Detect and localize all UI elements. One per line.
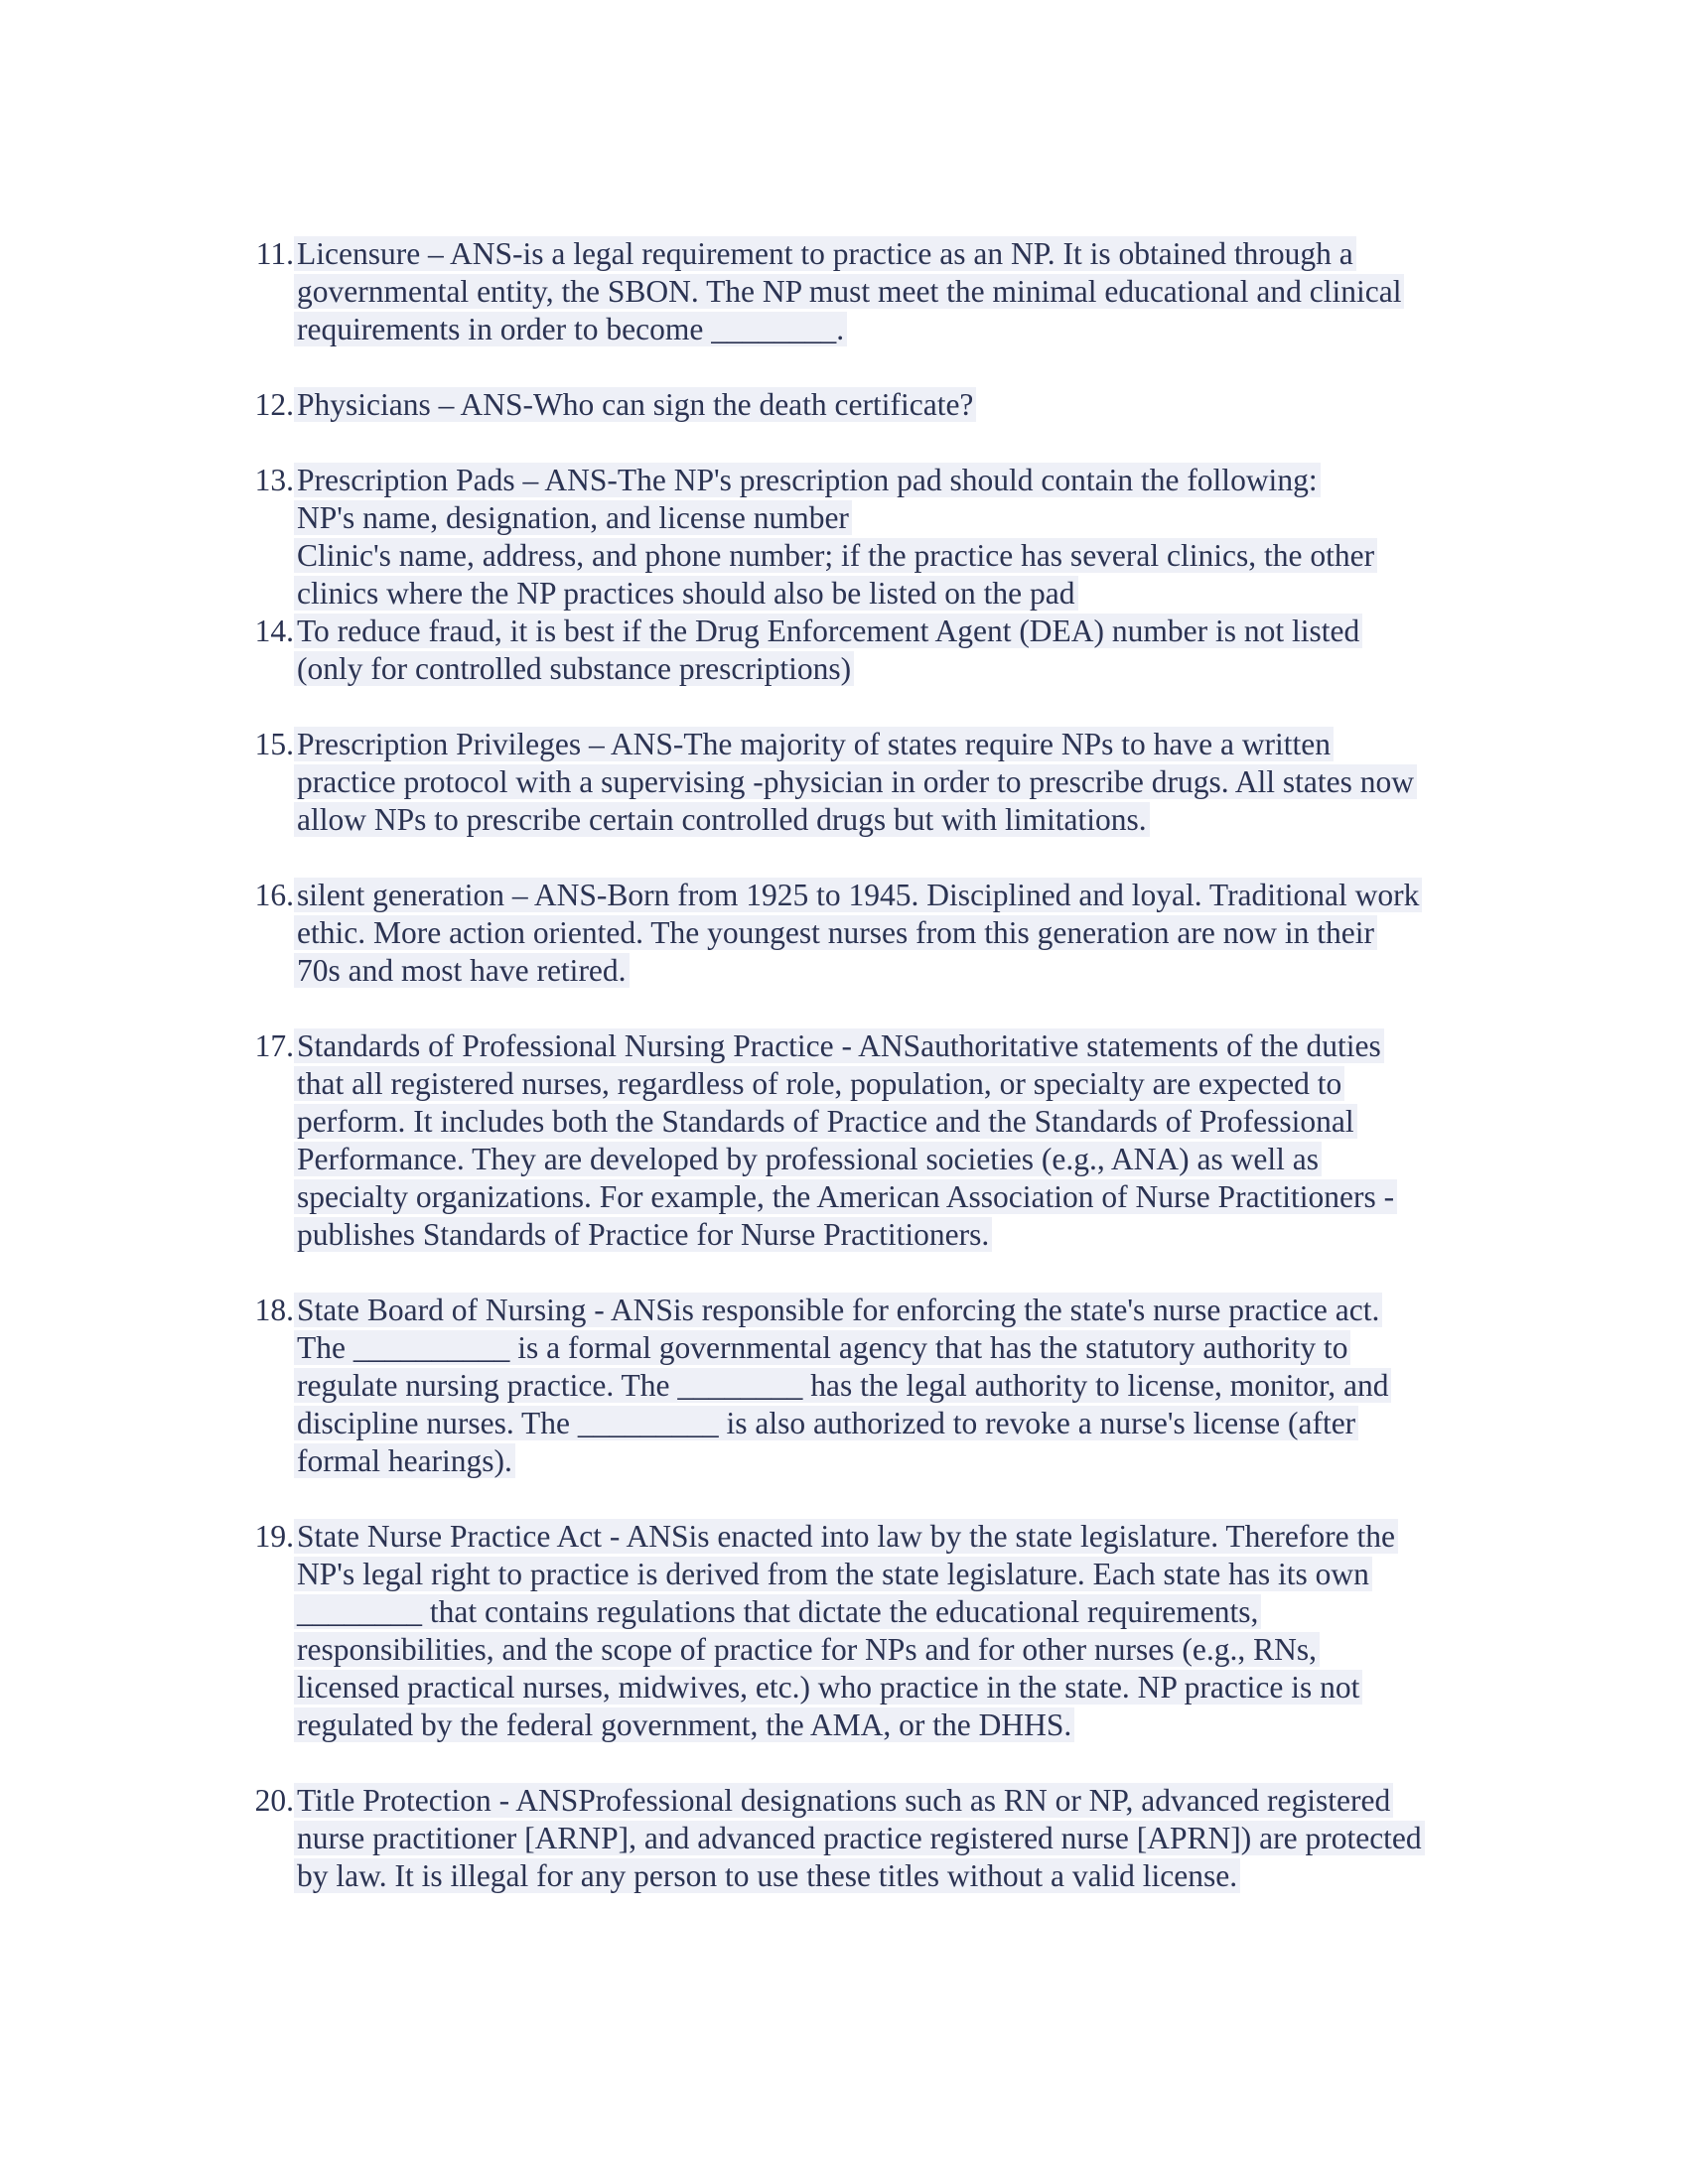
- text-line: NP's legal right to practice is derived from the state legislature. Each state has its own: [294, 1557, 1372, 1591]
- item-number: 16.: [254, 878, 294, 912]
- text-line: silent generation – ANS-Born from 1925 to 1945. Disciplined and loyal. Traditional work: [294, 878, 1422, 912]
- item-text: [294, 1518, 1495, 1744]
- item-text: [294, 1027, 1495, 1254]
- text-line: Physicians – ANS-Who can sign the death certificate?: [294, 387, 976, 422]
- item-text: [294, 386, 1495, 424]
- text-line: requirements in order to become ________.: [294, 312, 847, 346]
- text-line: State Board of Nursing - ANSis responsible for enforcing the state's nurse practice act.: [294, 1293, 1382, 1327]
- text-line: NP's name, designation, and license number: [294, 500, 852, 535]
- item-number: 20.: [254, 1783, 294, 1818]
- text-line: To reduce fraud, it is best if the Drug Enforcement Agent (DEA) number is not listed: [294, 614, 1362, 648]
- text-line: allow NPs to prescribe certain controlled drugs but with limitations.: [294, 802, 1150, 837]
- item-number: 15.: [254, 727, 294, 761]
- text-line: Clinic's name, address, and phone number; if the practice has several clinics, the other: [294, 538, 1377, 573]
- text-line: responsibilities, and the scope of practice for NPs and for other nurses (e.g., RNs,: [294, 1632, 1320, 1667]
- item-number: 14.: [254, 614, 294, 648]
- item-text: [294, 877, 1495, 990]
- text-line: regulate nursing practice. The ________ has the legal authority to license, monitor, and: [294, 1368, 1391, 1403]
- text-line: 70s and most have retired.: [294, 953, 630, 988]
- text-line: Prescription Pads – ANS-The NP's prescription pad should contain the following:: [294, 463, 1321, 497]
- item-text: [294, 613, 1495, 688]
- text-line: licensed practical nurses, midwives, etc.) who practice in the state. NP practice is not: [294, 1670, 1362, 1705]
- text-line: practice protocol with a supervising -physician in order to prescribe drugs. All states now: [294, 764, 1417, 799]
- item-text: [294, 1292, 1495, 1480]
- text-line: regulated by the federal government, the AMA, or the DHHS.: [294, 1707, 1074, 1742]
- text-line: perform. It includes both the Standards of Practice and the Standards of Professional: [294, 1104, 1357, 1139]
- text-line: Performance. They are developed by professional societies (e.g., ANA) as well as: [294, 1142, 1322, 1176]
- text-line: Standards of Professional Nursing Practice - ANSauthoritative statements of the duties: [294, 1028, 1384, 1063]
- text-line: ________ that contains regulations that dictate the educational requirements,: [294, 1594, 1261, 1629]
- text-line: (only for controlled substance prescriptions): [294, 651, 854, 686]
- text-line: nurse practitioner [ARNP], and advanced practice registered nurse [APRN]) are protected: [294, 1821, 1425, 1855]
- text-line: that all registered nurses, regardless of role, population, or specialty are expected to: [294, 1066, 1344, 1101]
- item-number: 13.: [254, 463, 294, 497]
- text-line: publishes Standards of Practice for Nurse Practitioners.: [294, 1217, 992, 1252]
- item-number: 19.: [254, 1519, 294, 1554]
- item-text: [294, 1782, 1495, 1895]
- text-line: ethic. More action oriented. The youngest nurses from this generation are now in their: [294, 915, 1377, 950]
- item-text: [294, 462, 1495, 613]
- text-line: clinics where the NP practices should also be listed on the pad: [294, 576, 1078, 611]
- text-line: Licensure – ANS-is a legal requirement to practice as an NP. It is obtained through a: [294, 236, 1356, 271]
- text-line: Title Protection - ANSProfessional designations such as RN or NP, advanced registered: [294, 1783, 1393, 1818]
- item-number: 11.: [255, 236, 294, 271]
- item-number: 17.: [254, 1028, 294, 1063]
- item-number: 12.: [254, 387, 294, 422]
- text-line: governmental entity, the SBON. The NP must meet the minimal educational and clinical: [294, 274, 1404, 309]
- item-number: 18.: [254, 1293, 294, 1327]
- text-line: Prescription Privileges – ANS-The majority of states require NPs to have a written: [294, 727, 1334, 761]
- text-line: State Nurse Practice Act - ANSis enacted into law by the state legislature. Therefore the: [294, 1519, 1398, 1554]
- text-line: The __________ is a formal governmental agency that has the statutory authority to: [294, 1330, 1350, 1365]
- text-line: formal hearings).: [294, 1443, 515, 1478]
- text-line: discipline nurses. The _________ is also authorized to revoke a nurse's license (after: [294, 1406, 1358, 1440]
- item-text: [294, 726, 1495, 839]
- item-text: [294, 235, 1495, 348]
- text-line: by law. It is illegal for any person to use these titles without a valid license.: [294, 1858, 1240, 1893]
- text-line: specialty organizations. For example, the American Association of Nurse Practitioners -: [294, 1179, 1397, 1214]
